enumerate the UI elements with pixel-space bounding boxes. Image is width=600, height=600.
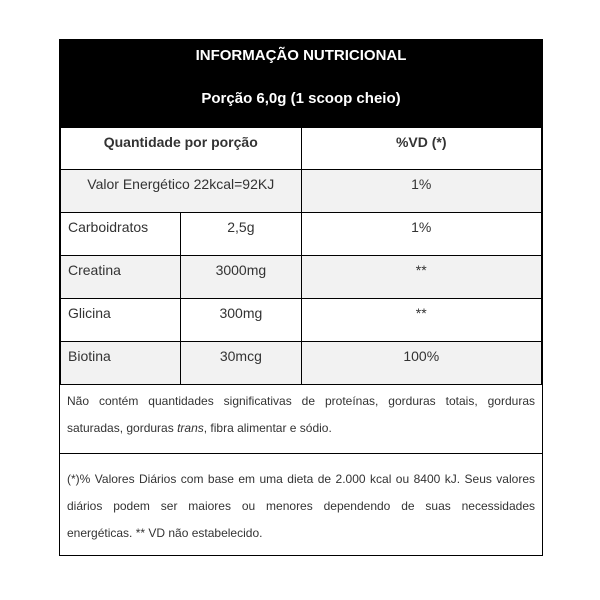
nutrition-title: INFORMAÇÃO NUTRICIONAL <box>195 47 407 64</box>
energy-label: Valor Energético 22kcal=92KJ <box>61 170 302 213</box>
nutrition-facts-panel <box>59 39 543 556</box>
table-row <box>61 256 542 299</box>
nutrient-name: Glicina <box>61 299 181 342</box>
table-row <box>61 299 542 342</box>
energy-row <box>61 170 542 213</box>
serving-size: Porção 6,0g (1 scoop cheio) <box>201 90 401 107</box>
footnote-daily-values: (*)% Valores Diários com base em uma dieta de 2.000 kcal ou 8400 kJ. Seus valores diários podem ser maiores ou menores dependendo de suas necessidades energéticas. ** VD não estabelecido. <box>60 454 542 555</box>
nutrient-amount: 300mg <box>181 299 301 342</box>
nutrition-header <box>60 40 542 127</box>
table-header-row <box>61 128 542 170</box>
nutrient-amount: 3000mg <box>181 256 301 299</box>
amount-per-serving-header: Quantidade por porção <box>61 128 302 170</box>
energy-dv: 1% <box>301 170 542 213</box>
footnote-text: Não contém quantidades significativas de proteínas, gorduras totais, gorduras saturadas, gorduras <box>67 394 535 435</box>
nutrient-dv: ** <box>301 256 542 299</box>
nutrient-name: Biotina <box>61 342 181 385</box>
nutrient-amount: 2,5g <box>181 213 301 256</box>
nutrient-dv: 100% <box>301 342 542 385</box>
footnote-insignificant <box>60 385 542 454</box>
nutrient-name: Carboidratos <box>61 213 181 256</box>
footnote-text: , fibra alimentar e sódio. <box>203 421 332 435</box>
table-row <box>61 213 542 256</box>
nutrient-name: Creatina <box>61 256 181 299</box>
nutrient-dv: 1% <box>301 213 542 256</box>
nutrient-amount: 30mcg <box>181 342 301 385</box>
daily-value-header: %VD (*) <box>301 128 542 170</box>
nutrient-dv: ** <box>301 299 542 342</box>
nutrition-table <box>60 127 542 385</box>
footnote-italic: trans <box>177 421 204 435</box>
table-row <box>61 342 542 385</box>
